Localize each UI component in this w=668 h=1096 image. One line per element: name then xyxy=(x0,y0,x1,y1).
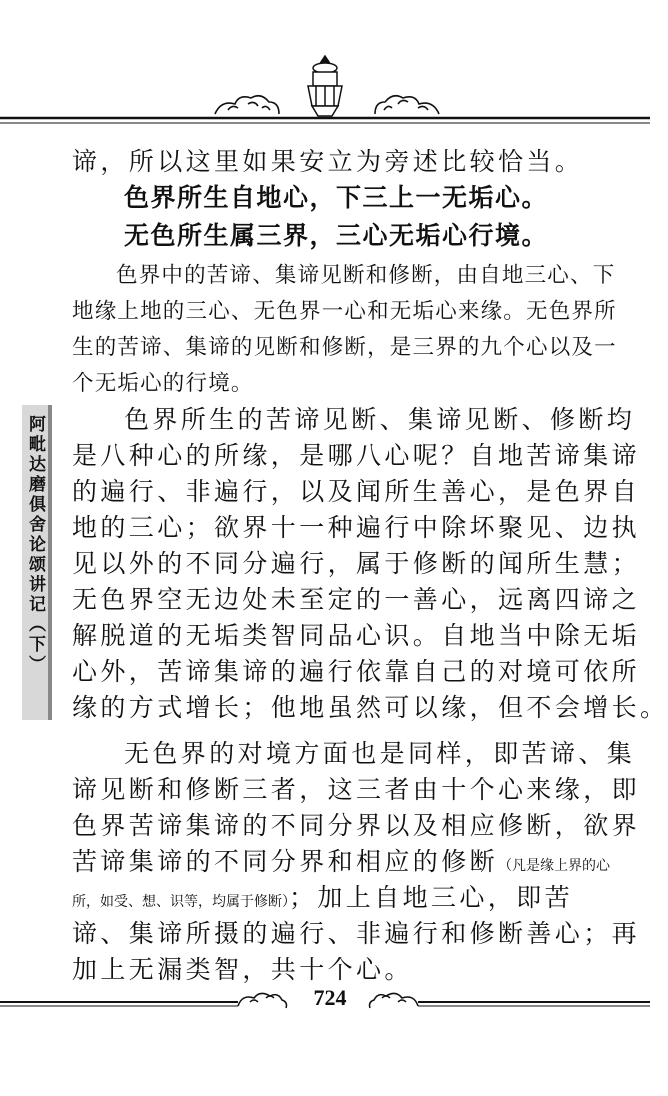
header-ornament xyxy=(0,52,650,132)
text-line: 地缘上地的三心、无色界一心和无垢心来缘。无色界所 xyxy=(72,299,617,324)
text-line: 谛，所以这里如果安立为旁述比较恰当。 xyxy=(72,147,584,176)
text-main: ；加上自地三心，即苦 xyxy=(289,883,574,912)
text-line: 的遍行、非遍行，以及闻所生善心，是色界自 xyxy=(72,477,641,506)
text-line: 无色界的对境方面也是同样，即苦谛、集 xyxy=(124,739,636,768)
book-title: 阿毗达磨俱舍论颂讲记（下） xyxy=(25,415,45,675)
verse-line: 无色所生属三界，三心无垢心行境。 xyxy=(124,221,549,250)
text-line: 色界苦谛集谛的不同分界以及相应修断，欲界 xyxy=(72,811,641,840)
cloud-left-icon xyxy=(215,96,279,114)
text-line: 色界所生的苦谛见断、集谛见断、修断均 xyxy=(124,405,636,434)
text-line: 谛、集谛所摄的遍行、非遍行和修断善心；再 xyxy=(72,919,641,948)
text-line: 无色界空无边处未至定的一善心，远离四谛之 xyxy=(72,585,641,614)
annotation-note: （凡是缘上界的心 xyxy=(498,858,611,874)
text-line xyxy=(72,878,598,914)
text-line: 谛见断和修断三者，这三者由十个心来缘，即 xyxy=(72,775,641,804)
side-tab xyxy=(22,405,52,720)
text-line: 缘的方式增长；他地虽然可以缘，但不会增长。 xyxy=(72,693,668,722)
cloud-right-icon xyxy=(375,96,439,114)
text-line: 色界中的苦谛、集谛见断和修断，由自地三心、下 xyxy=(116,263,616,288)
victory-banner-icon xyxy=(308,56,342,116)
page-number: 724 xyxy=(313,985,347,1010)
annotation-note: 所，如受、想、识等，均属于修断） xyxy=(72,894,289,910)
text-line xyxy=(72,842,611,878)
verse-line: 色界所生自地心，下三上一无垢心。 xyxy=(124,183,549,212)
text-line: 地的三心；欲界十一种遍行中除坏聚见、边执 xyxy=(72,513,641,542)
cloud-left-icon xyxy=(238,993,287,1008)
text-line: 生的苦谛、集谛的见断和修断，是三界的九个心以及一 xyxy=(72,335,617,360)
cloud-right-icon xyxy=(370,993,419,1008)
page-body xyxy=(72,140,668,985)
text-line: 个无垢心的行境。 xyxy=(72,371,254,396)
text-line: 心外，苦谛集谛的遍行依靠自己的对境可依所 xyxy=(72,657,641,686)
text-main: 苦谛集谛的不同分界和相应的修断 xyxy=(72,847,499,876)
text-line: 见以外的不同分遍行，属于修断的闻所生慧； xyxy=(72,549,641,578)
text-line: 是八种心的所缘，是哪八心呢？自地苦谛集谛 xyxy=(72,441,641,470)
text-line: 加上无漏类智，共十个心。 xyxy=(72,955,413,984)
text-line: 解脱道的无垢类智同品心识。自地当中除无垢 xyxy=(72,621,641,650)
